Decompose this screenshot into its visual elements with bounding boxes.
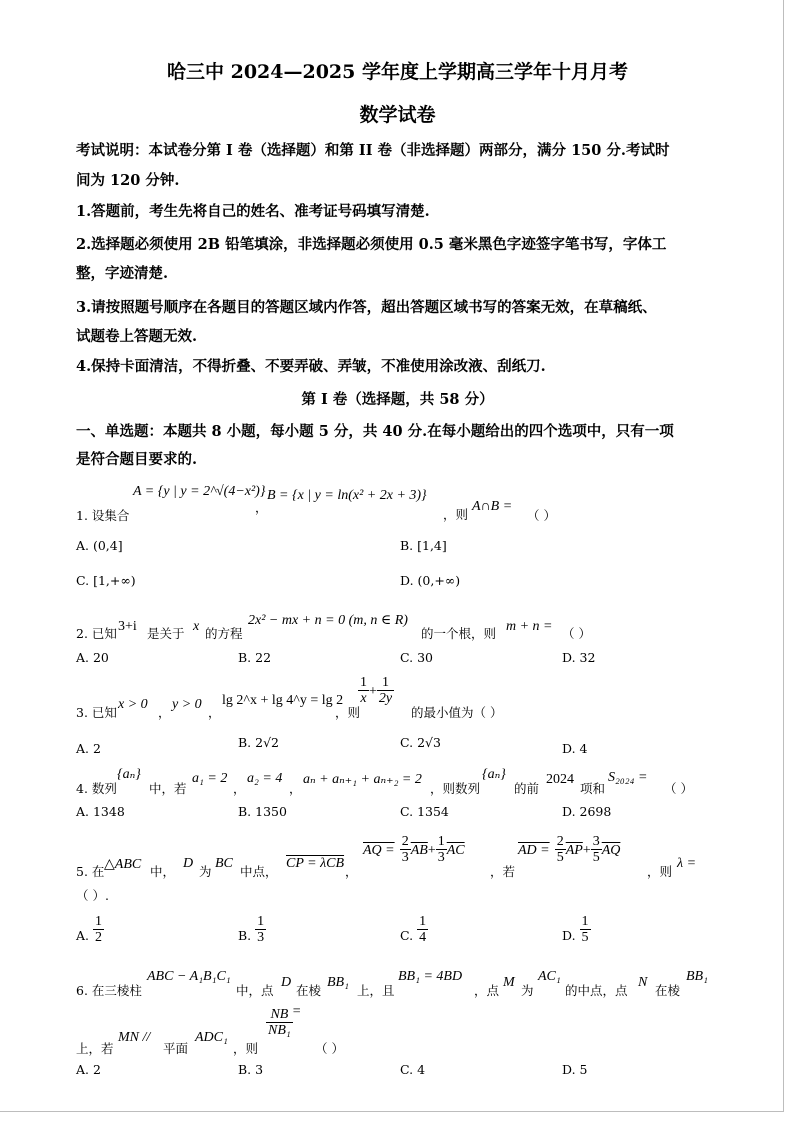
q1-paren: （ ）	[527, 508, 556, 523]
q3-option-a: A. 2	[76, 741, 101, 756]
q3-option-b: B. 2√2	[238, 735, 280, 750]
q6-paren: （ ）	[315, 1041, 344, 1056]
q3-comma-1: ，	[158, 705, 171, 720]
q3-cond-x: x > 0	[118, 697, 148, 712]
q5-lambda: λ =	[677, 856, 697, 871]
q5-option-a-den: 2	[95, 930, 102, 945]
q5-point-d: D	[183, 856, 194, 871]
q1-option-d: D. (0,+∞)	[400, 573, 461, 588]
q5-paren: （ ）.	[76, 888, 109, 903]
q4-relation: aₙ + aₙ₊₁ + aₙ₊₂ = 2	[303, 772, 422, 787]
exam-subtitle: 数学试卷	[359, 104, 436, 126]
instruction-item-3-line2: 试题卷上答题无效.	[76, 328, 198, 345]
q5-option-c	[400, 914, 428, 945]
q1-option-a: A. (0,4]	[76, 538, 123, 553]
q2-option-d: D. 32	[562, 650, 596, 665]
q6-text2: 在棱	[296, 983, 322, 998]
q5-option-b	[238, 914, 266, 945]
q5-text4: ，若	[490, 864, 516, 879]
q5-option-b-num: 1	[257, 914, 265, 929]
q4-option-c: C. 1354	[400, 804, 449, 819]
q3-text2: 的最小值为（ ）	[411, 705, 503, 720]
q2-paren: （ ）	[562, 626, 591, 641]
q4-comma-2: ，	[289, 781, 302, 796]
q3-frac2-den: 2y	[378, 691, 393, 706]
q3-text1: ，则	[335, 705, 361, 720]
q1-sep: ，	[255, 500, 268, 515]
q4-text2: ，则数列	[430, 781, 481, 796]
q5-ad-frac2-num: 3	[592, 834, 600, 849]
q5-option-a-num: 1	[95, 914, 102, 929]
q3-cond-y: y > 0	[172, 697, 202, 712]
q4-a2: a₂ = 4	[247, 771, 283, 786]
q1-prefix: 1. 设集合	[76, 508, 130, 523]
q2-expr: m + n =	[506, 619, 553, 634]
q4-paren: （ ）	[664, 781, 693, 796]
q4-n: 2024	[546, 772, 574, 787]
q5-aq-frac2-num: 1	[437, 834, 445, 849]
q6-ratio-equals: =	[292, 1004, 301, 1019]
q4-seq: {aₙ}	[117, 767, 141, 782]
q5-option-b-label: B.	[238, 928, 252, 943]
q2-text3: 的一个根，则	[421, 626, 497, 641]
q5-ad-expression	[518, 834, 620, 865]
q4-text1: 中，若	[149, 781, 187, 796]
q6-edge-bb1: BB₁	[327, 975, 349, 990]
q6-ratio	[266, 1004, 301, 1038]
q5-option-d	[562, 914, 591, 945]
q3-frac2-num: 1	[377, 675, 394, 691]
q6-line2-text1: 上，若	[76, 1041, 114, 1056]
q4-sum: S₂₀₂₄ =	[608, 770, 648, 785]
instruction-item-2-line2: 整，字迹清楚.	[76, 265, 169, 282]
q6-option-d: D. 5	[562, 1062, 588, 1077]
q4-option-d: D. 2698	[562, 804, 612, 819]
q6-text1: 中，点	[236, 983, 274, 998]
q5-text3: 中点，	[240, 864, 278, 879]
q2-prefix: 2. 已知	[76, 626, 117, 641]
q3-prefix: 3. 已知	[76, 705, 117, 720]
q5-ad-vec2: $\overline{AQ}$	[601, 843, 621, 858]
q1-set-a: A = {y | y = 2^√(4−x²)}	[133, 484, 266, 499]
q5-option-c-den: 4	[419, 930, 427, 945]
q6-segment-ac1: AC₁	[538, 969, 561, 984]
q1-set-b: B = {x | y = ln(x² + 2x + 3)}	[267, 488, 427, 503]
q5-aq-frac2-den: 3	[437, 850, 445, 865]
q5-option-d-den: 5	[581, 930, 589, 945]
q5-comma: ，	[345, 864, 358, 879]
q5-aq-vec2: $\overline{AC}$	[446, 843, 465, 858]
q3-comma-2: ，	[208, 705, 221, 720]
page-border-right	[783, 0, 784, 1112]
q4-text4: 项和	[580, 781, 606, 796]
q5-ad-frac2-den: 5	[592, 850, 600, 865]
q6-point-d: D	[281, 975, 292, 990]
q2-root: 3+i	[118, 619, 137, 634]
q6-text4: ，点	[474, 983, 500, 998]
q1-expr: A∩B =	[472, 499, 513, 514]
q5-option-a	[76, 914, 104, 945]
q5-option-c-label: C.	[400, 928, 414, 943]
q6-text5: 为	[521, 983, 534, 998]
q6-text7: 在棱	[655, 983, 681, 998]
q5-aq-frac1-den: 3	[401, 850, 409, 865]
q2-option-c: C. 30	[400, 650, 433, 665]
q2-text1: 是关于	[147, 626, 185, 641]
q6-option-a: A. 2	[76, 1062, 101, 1077]
q5-cp-relation: CP = λCB	[286, 856, 345, 871]
q5-ad-vec1: $\overline{AP}$	[565, 843, 583, 858]
q3-option-d: D. 4	[562, 741, 588, 756]
q5-aq-expression	[363, 834, 465, 865]
q3-plus: +	[369, 684, 377, 699]
q5-option-d-label: D.	[562, 928, 576, 943]
q5-text2: 为	[199, 864, 212, 879]
page-border-bottom	[0, 1111, 784, 1112]
q4-option-a: A. 1348	[76, 804, 125, 819]
q6-option-b: B. 3	[238, 1062, 264, 1077]
q2-var-x: x	[193, 619, 200, 634]
q3-expression	[358, 675, 394, 706]
q6-point-n: N	[638, 975, 648, 990]
q5-ad-plus: +	[582, 843, 591, 858]
q4-comma-1: ，	[233, 781, 246, 796]
part1-heading: 第 I 卷（选择题，共 58 分）	[301, 391, 494, 408]
q4-seq2: {aₙ}	[482, 767, 506, 782]
instruction-item-2-line1: 2.选择题必须使用 2B 铅笔填涂，非选择题必须使用 0.5 毫米黑色字迹签字笔书写，字体工	[76, 236, 667, 253]
q6-ratio-den: NB₁	[268, 1023, 291, 1038]
q5-ad-frac1-den: 5	[556, 850, 564, 865]
q5-ad-frac1-num: 2	[556, 834, 564, 849]
q6-plane: ADC₁	[195, 1030, 228, 1045]
exam-title: 哈三中 2024—2025 学年度上学期高三学年十月月考	[167, 61, 628, 83]
q5-option-b-den: 3	[257, 930, 265, 945]
q6-prism: ABC − A₁B₁C₁	[147, 969, 231, 984]
q6-mn-parallel: MN //	[118, 1030, 151, 1045]
q6-text3: 上，且	[357, 983, 395, 998]
q5-aq-plus: +	[427, 843, 436, 858]
q2-text2: 的方程	[205, 626, 243, 641]
instructions-intro-line2: 间为 120 分钟.	[76, 172, 180, 189]
q3-frac1-num: 1	[360, 675, 367, 690]
q6-ratio-num: NB	[266, 1007, 293, 1023]
q5-text1: 中，	[150, 864, 176, 879]
q2-equation: 2x² − mx + n = 0 (m, n ∈ R)	[248, 613, 408, 628]
q4-option-b: B. 1350	[238, 804, 287, 819]
section1-line1: 一、单选题：本题共 8 小题，每小题 5 分，共 40 分.在每小题给出的四个选项中，只有一项	[76, 423, 674, 440]
q6-option-c: C. 4	[400, 1062, 426, 1077]
section1-line2: 是符合题目要求的.	[76, 451, 198, 468]
q5-option-d-num: 1	[581, 914, 589, 929]
q6-line2-text2: 平面	[163, 1041, 189, 1056]
q5-ad-label: AD =	[518, 843, 550, 858]
q3-cond-log: lg 2^x + lg 4^y = lg 2	[222, 693, 344, 708]
q5-prefix: 5. 在	[76, 864, 105, 879]
q2-option-a: A. 20	[76, 650, 109, 665]
q5-aq-frac1-num: 2	[401, 834, 409, 849]
q3-option-c: C. 2√3	[400, 735, 441, 750]
instructions-intro-line1: 考试说明：本试卷分第 I 卷（选择题）和第 II 卷（非选择题）两部分，满分 150 分.考试时	[76, 142, 670, 159]
q4-a1: a₁ = 2	[192, 771, 228, 786]
q6-point-m: M	[503, 975, 515, 990]
q2-option-b: B. 22	[238, 650, 272, 665]
q5-aq-label: AQ =	[363, 843, 395, 858]
q4-prefix: 4. 数列	[76, 781, 117, 796]
q5-seg-bc: BC	[215, 856, 233, 871]
instruction-item-4: 4.保持卡面清洁，不得折叠、不要弄破、弄皱，不准使用涂改液、刮纸刀.	[76, 358, 546, 375]
q6-prefix: 6. 在三棱柱	[76, 983, 142, 998]
q1-option-c: C. [1,+∞)	[76, 573, 136, 588]
instruction-item-1: 1.答题前，考生先将自己的姓名、准考证号码填写清楚.	[76, 203, 430, 220]
q5-option-a-label: A.	[76, 928, 90, 943]
q4-text3: 的前	[514, 781, 540, 796]
q6-text6: 的中点，点	[565, 983, 628, 998]
q5-option-c-num: 1	[419, 914, 427, 929]
instruction-item-3-line1: 3.请按照题号顺序在各题目的答题区域内作答，超出答题区域书写的答案无效，在草稿纸、	[76, 299, 657, 316]
q5-text5: ，则	[647, 864, 673, 879]
q1-suffix: ，则	[443, 507, 469, 522]
q6-condition: BB₁ = 4BD	[398, 969, 463, 984]
q5-triangle: △ABC	[104, 857, 142, 872]
q3-frac1-den: x	[360, 691, 367, 706]
q6-edge-bb1-2: BB₁	[686, 969, 708, 984]
q1-option-b: B. [1,4]	[400, 538, 447, 553]
q5-aq-vec1: $\overline{AB}$	[410, 843, 428, 858]
q6-line2-text3: ，则	[233, 1041, 259, 1056]
